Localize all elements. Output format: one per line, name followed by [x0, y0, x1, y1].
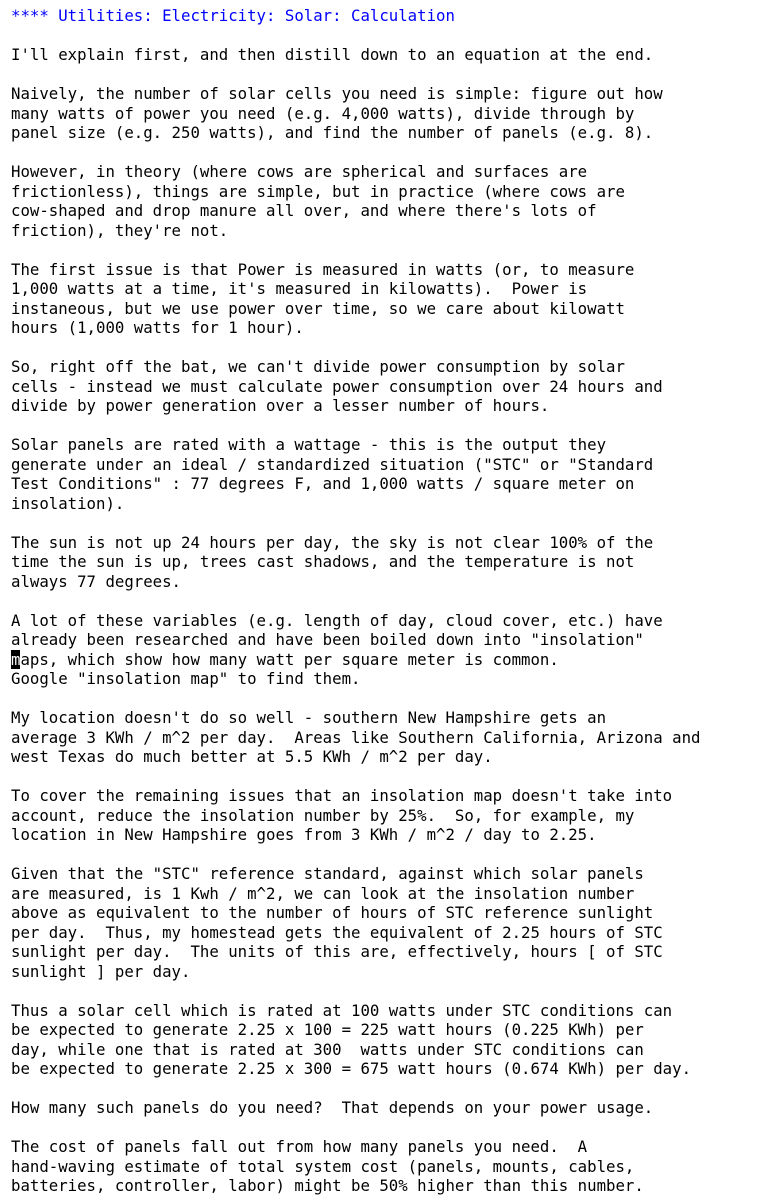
text-line: instaneous, but we use power over time, so we care about kilowatt	[11, 298, 625, 318]
text-line: cow-shaped and drop manure all over, and where there's lots of	[11, 201, 597, 220]
text-line-content: aps, which show how many watt per square meter is common.	[20, 649, 559, 669]
text-line: are measured, is 1 Kwh / m^2, we can look at the insolation number	[11, 883, 635, 903]
blank-line	[0, 513, 759, 533]
text-line: frictionless), things are simple, but in practice (where cows are	[11, 181, 625, 201]
text-line: 1,000 watts at a time, it's measured in kilowatts). Power is	[11, 279, 588, 298]
blank-line	[0, 26, 759, 46]
blank-line	[0, 240, 759, 260]
text-line: west Texas do much better at 5.5 KWh / m^2 per day.	[11, 747, 493, 766]
text-line: My location doesn't do so well - southern New Hampshire gets an	[11, 708, 607, 727]
blank-line	[0, 143, 759, 163]
text-line: be expected to generate 2.25 x 100 = 225 watt hours (0.225 KWh) per	[11, 1020, 644, 1039]
text-line: Google "insolation map" to find them.	[11, 669, 361, 688]
text-line: day, while one that is rated at 300 watts under STC conditions can	[11, 1039, 644, 1059]
text-line: account, reduce the insolation number by 25%. So, for example, my	[11, 805, 635, 825]
text-line: To cover the remaining issues that an insolation map doesn't take into	[11, 786, 673, 805]
blank-line	[0, 65, 759, 85]
text-line: However, in theory (where cows are spherical and surfaces are	[11, 162, 588, 181]
text-line: per day. Thus, my homestead gets the equivalent of 2.25 hours of STC	[11, 922, 663, 942]
text-line: always 77 degrees.	[11, 571, 182, 591]
text-line: divide by power generation over a lesser number of hours.	[11, 396, 550, 415]
text-line: I'll explain first, and then distill down to an equation at the end.	[11, 45, 654, 64]
blank-line	[0, 338, 759, 358]
text-line: A lot of these variables (e.g. length of day, cloud cover, etc.) have	[11, 610, 663, 630]
text-cursor[interactable]: m	[11, 649, 21, 669]
text-line: How many such panels do you need? That depends on your power usage.	[11, 1098, 654, 1117]
text-line: generate under an ideal / standardized situation ("STC" or "Standard	[11, 454, 654, 474]
blank-line	[0, 1079, 759, 1099]
document-body	[0, 26, 759, 1196]
text-line: The sun is not up 24 hours per day, the sky is not clear 100% of the	[11, 532, 654, 552]
text-line: Naively, the number of solar cells you need is simple: figure out how	[11, 84, 663, 103]
text-line: insolation).	[11, 493, 125, 513]
text-line: hand-waving estimate of total system cost (panels, mounts, cables,	[11, 1156, 635, 1176]
text-line: location in New Hampshire goes from 3 KWh / m^2 / day to 2.25.	[11, 825, 597, 844]
text-line: above as equivalent to the number of hours of STC reference sunlight	[11, 903, 654, 922]
blank-line	[0, 591, 759, 611]
blank-line	[0, 416, 759, 436]
text-line: panel size (e.g. 250 watts), and find the number of panels (e.g. 8).	[11, 123, 654, 142]
text-line: hours (1,000 watts for 1 hour).	[11, 318, 304, 337]
blank-line	[0, 689, 759, 709]
blank-line	[0, 1118, 759, 1138]
text-line: many watts of power you need (e.g. 4,000 watts), divide through by	[11, 103, 635, 123]
text-line: friction), they're not.	[11, 220, 229, 240]
text-line: time the sun is up, trees cast shadows, and the temperature is not	[11, 552, 635, 571]
text-line: batteries, controller, labor) might be 50% higher than this number.	[11, 1176, 644, 1195]
text-line: be expected to generate 2.25 x 300 = 675 watt hours (0.674 KWh) per day.	[11, 1059, 692, 1078]
text-line-with-cursor	[0, 650, 759, 670]
blank-line	[0, 845, 759, 865]
text-line: Solar panels are rated with a wattage - this is the output they	[11, 435, 607, 454]
text-line: already been researched and have been boiled down into "insolation"	[11, 630, 644, 649]
text-line: Thus a solar cell which is rated at 100 watts under STC conditions can	[11, 1000, 673, 1020]
text-line: Given that the "STC" reference standard, against which solar panels	[11, 864, 644, 883]
text-line: cells - instead we must calculate power consumption over 24 hours and	[11, 376, 663, 396]
text-line: The cost of panels fall out from how many panels you need. A	[11, 1137, 588, 1156]
text-line: So, right off the bat, we can't divide power consumption by solar	[11, 357, 625, 376]
text-line: Test Conditions" : 77 degrees F, and 1,000 watts / square meter on	[11, 474, 635, 493]
text-line: sunlight per day. The units of this are, effectively, hours [ of STC	[11, 942, 663, 961]
text-line: The first issue is that Power is measured in watts (or, to measure	[11, 259, 635, 279]
outline-heading: **** Utilities: Electricity: Solar: Calculation	[11, 6, 455, 25]
text-line: sunlight ] per day.	[11, 961, 191, 981]
blank-line	[0, 767, 759, 787]
text-line: average 3 KWh / m^2 per day. Areas like Southern California, Arizona and	[11, 727, 701, 747]
blank-line	[0, 981, 759, 1001]
